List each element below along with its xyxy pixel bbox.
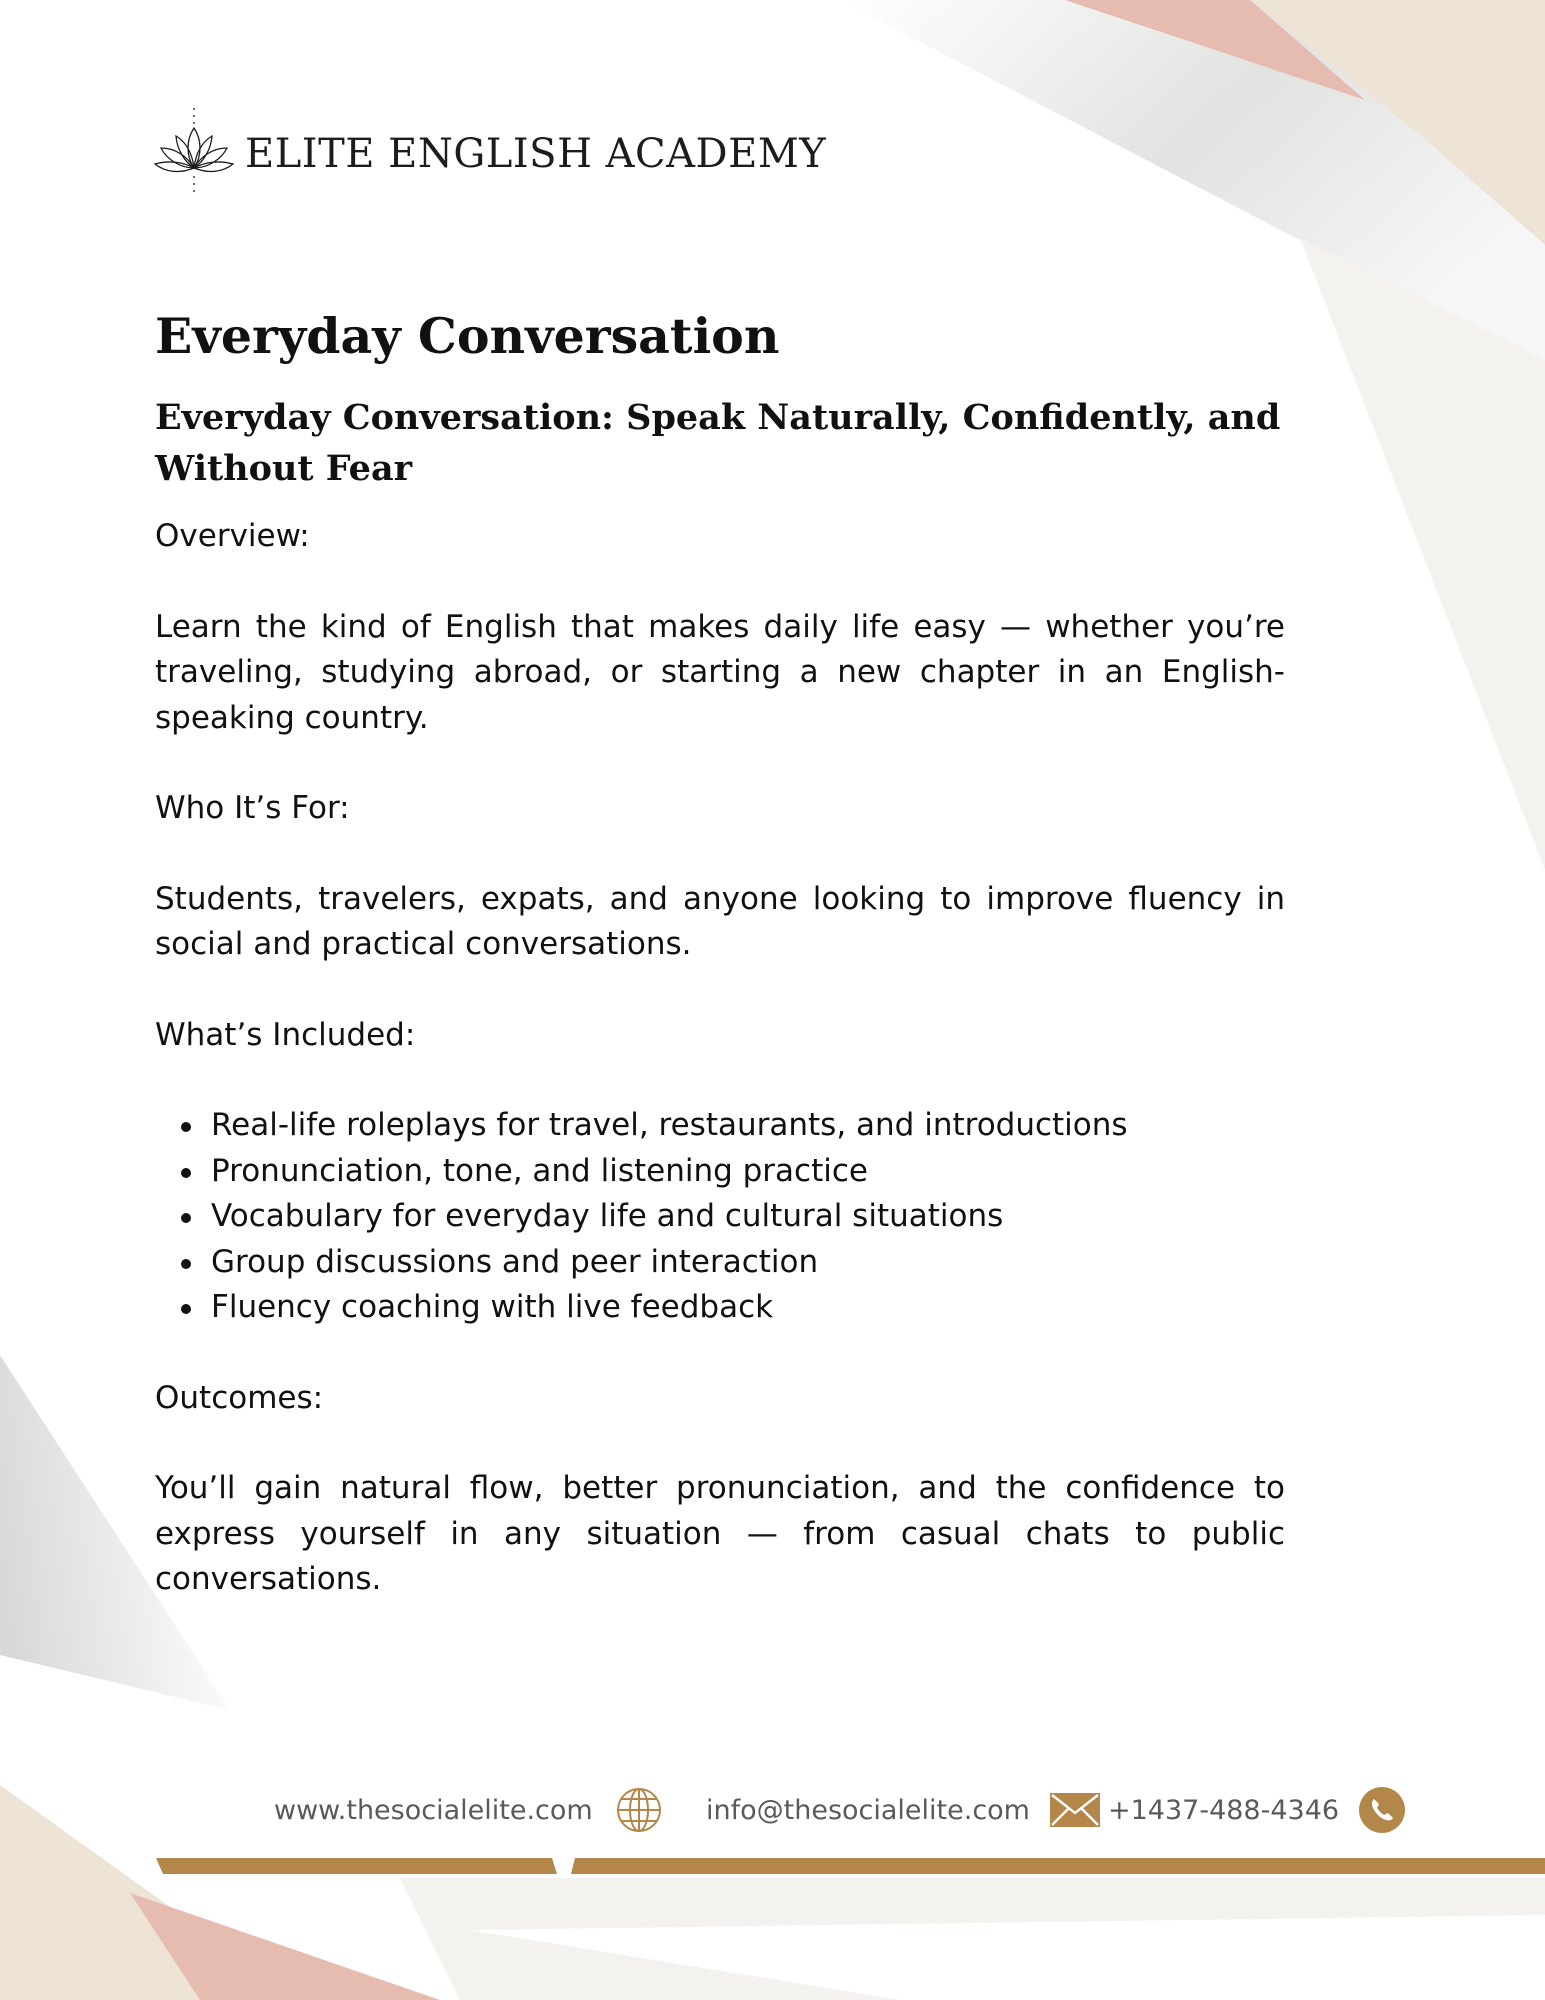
footer-bar-left: [156, 1858, 557, 1874]
globe-icon: [615, 1786, 663, 1834]
website-contact[interactable]: [274, 1782, 663, 1838]
page-subtitle: Everyday Conversation: Speak Naturally, Confidently, and Without Fear: [155, 397, 1281, 489]
phone-contact[interactable]: [1108, 1782, 1405, 1838]
included-label: What’s Included:: [155, 1016, 416, 1053]
brand-name: ELITE ENGLISH ACADEMY: [245, 131, 827, 177]
list-item: Real-life roleplays for travel, restaurants, and introductions: [211, 1103, 1285, 1149]
brand-header: [153, 106, 826, 202]
list-item: Group discussions and peer interaction: [211, 1240, 1285, 1286]
lotus-icon: [153, 106, 235, 202]
outcomes-label: Outcomes:: [155, 1379, 324, 1416]
bg-shape-gray-bottom: [400, 1878, 1545, 2000]
course-content: [155, 300, 1285, 1603]
phone-link[interactable]: +1437-488-4346: [1108, 1794, 1340, 1826]
audience-text: Students, travelers, expats, and anyone looking to improve fluency in social and practical conversations.: [155, 880, 1285, 962]
phone-icon: [1359, 1787, 1405, 1833]
website-link[interactable]: www.thesocialelite.com: [274, 1794, 593, 1826]
outcomes-text: You’ll gain natural flow, better pronunciation, and the confidence to express yourself in any situation — from casual chats to public conversations.: [155, 1470, 1285, 1597]
overview-text: Learn the kind of English that makes daily life easy — whether you’re traveling, studying abroad, or starting a new chapter in an English-speaking country.: [155, 608, 1285, 736]
page-title: Everyday Conversation: [155, 307, 780, 365]
footer-contacts: [0, 1782, 1545, 1838]
email-link[interactable]: info@thesocialelite.com: [706, 1794, 1030, 1826]
email-contact[interactable]: [706, 1782, 1100, 1838]
footer-bar-right: [571, 1858, 1545, 1874]
list-item: Vocabulary for everyday life and cultural situations: [211, 1194, 1285, 1240]
audience-label: Who It’s For:: [155, 790, 350, 826]
included-list: [155, 1103, 1285, 1331]
overview-label: Overview:: [155, 518, 310, 554]
list-item: Pronunciation, tone, and listening practice: [211, 1149, 1285, 1195]
list-item: Fluency coaching with live feedback: [211, 1285, 1285, 1331]
envelope-icon: [1050, 1793, 1100, 1827]
